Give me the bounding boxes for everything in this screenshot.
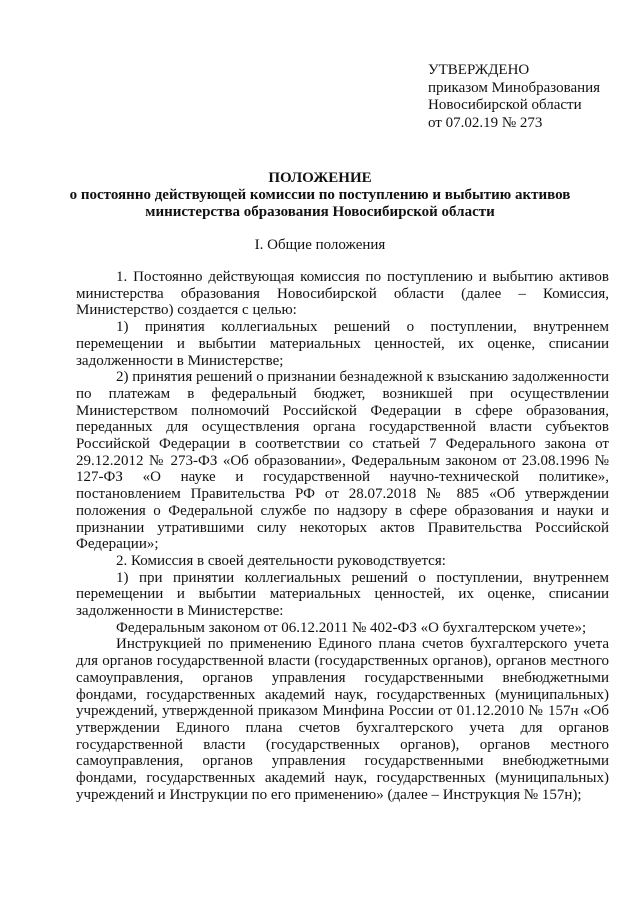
paragraph-2-instruction: Инструкцией по применению Единого плана счетов бухгалтерского учета для органов государственной власти (государственных органов), органов местного самоуправления, органов управления государственными внебюджетными фондами, государственных академий наук, государственных (муниципальных) учреждений, утвержденной приказом Минфина России от 01.12.2010 № 157н «Об утверждении Единого плана счетов бухгалтерского учета для органов государственной власти (государственных органов), органов местного самоуправления, органов управления государственными внебюджетными фондами, государственных академий наук, государственных (муниципальных) учреждений и Инструкции по его применению» (далее – Инструкция № 157н);: [76, 636, 609, 803]
approval-stamp: [428, 62, 600, 132]
approval-line-region: Новосибирской области: [428, 97, 582, 113]
document-title: [0, 170, 640, 221]
title-line-3: министерства образования Новосибирской области: [145, 204, 495, 220]
approval-line-approved: УТВЕРЖДЕНО: [428, 62, 530, 78]
paragraph-1-item-1: 1) принятия коллегиальных решений о поступлении, внутреннем перемещении и выбытии материальных ценностей, их оценке, списании задолженности в Министерстве;: [76, 319, 609, 369]
paragraph-2-law: Федеральным законом от 06.12.2011 № 402-ФЗ «О бухгалтерском учете»;: [116, 619, 587, 636]
approval-line-order: приказом Минобразования: [428, 79, 601, 96]
paragraph-2-item-1: 1) при принятии коллегиальных решений о поступлении, внутреннем перемещении и выбытии материальных ценностей, их оценке, списании задолженности в Министерстве:: [76, 569, 609, 620]
title-line-2: о постоянно действующей комиссии по поступлению и выбытию активов: [69, 187, 571, 203]
paragraph-2: 2. Комиссия в своей деятельности руководствуется:: [116, 552, 446, 569]
paragraph-1: 1. Постоянно действующая комиссия по поступлению и выбытию активов министерства образования Новосибирской области (далее – Комиссия, Министерство) создается с целью:: [76, 269, 609, 319]
title-line-1: ПОЛОЖЕНИЕ: [268, 170, 372, 186]
document-body: [76, 269, 609, 804]
approval-line-date: от 07.02.19 № 273: [428, 114, 543, 131]
paragraph-1-item-2: 2) принятия решений о признании безнадежной к взысканию задолженности по платежам в федеральный бюджет, возникшей при осуществлении Министерством полномочий Российской Федерации в сфере образования, переданных для осуществления органа государственной власти субъектов Российской Федерации в соответствии со статьей 7 Федерального закона от 29.12.2012 № 273-ФЗ «Об образовании», Федеральным законом от 23.08.1996 № 127-ФЗ «О науке и государственной научно-технической политике», постановлением Правительства РФ от 28.07.2018 № 885 «Об утверждении положения о Федеральной службе по надзору в сфере образования и науки и признании утратившими силу некоторых актов Правительства Российской Федерации»;: [76, 369, 609, 553]
section-heading: I. Общие положения: [254, 237, 386, 253]
